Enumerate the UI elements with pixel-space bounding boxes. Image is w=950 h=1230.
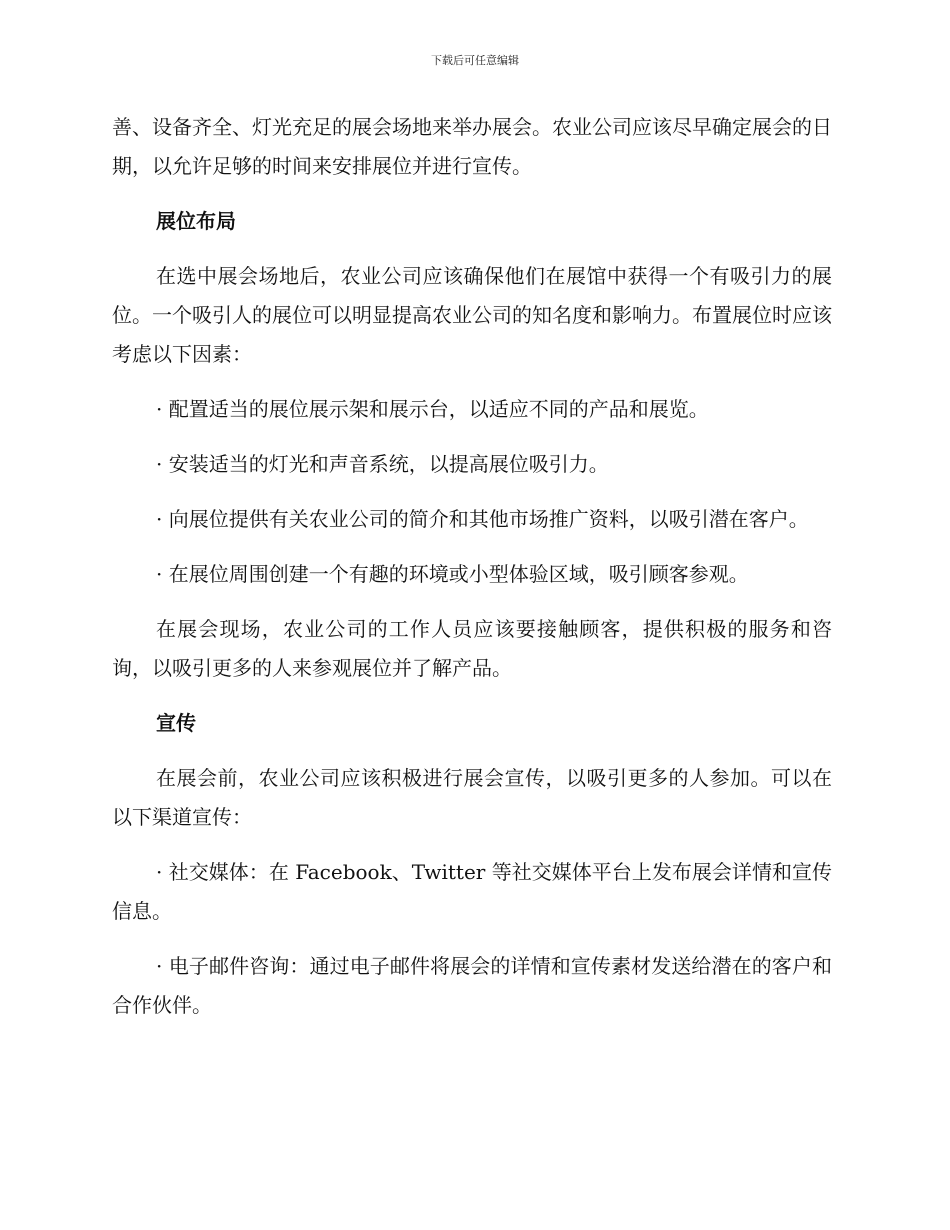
paragraph-onsite-staff: 在展会现场，农业公司的工作人员应该要接触顾客，提供积极的服务和咨询，以吸引更多的人来参观展位并了解产品。 xyxy=(112,617,832,680)
document-body xyxy=(112,108,832,1041)
bullet-experience-area: · 在展位周围创建一个有趣的环境或小型体验区域，吸引顾客参观。 xyxy=(156,562,749,586)
bullet-social-media: · 社交媒体：在 Facebook、Twitter 等社交媒体平台上发布展会详情和宣传信息。 xyxy=(112,860,832,923)
paragraph-venue-continuation: 善、设备齐全、灯光充足的展会场地来举办展会。农业公司应该尽早确定展会的日期，以允许足够的时间来安排展位并进行宣传。 xyxy=(112,115,832,178)
paragraph-promotion-intro: 在展会前，农业公司应该积极进行展会宣传，以吸引更多的人参加。可以在以下渠道宣传： xyxy=(112,766,832,829)
bullet-lighting-sound: · 安装适当的灯光和声音系统，以提高展位吸引力。 xyxy=(156,452,609,476)
page-header: 下载后可任意编辑 xyxy=(431,54,519,67)
heading-booth-layout: 展位布局 xyxy=(156,209,236,233)
bullet-promo-materials: · 向展位提供有关农业公司的简介和其他市场推广资料，以吸引潜在客户。 xyxy=(156,507,809,531)
heading-promotion: 宣传 xyxy=(156,711,196,735)
paragraph-booth-intro: 在选中展会场地后，农业公司应该确保他们在展馆中获得一个有吸引力的展位。一个吸引人的展位可以明显提高农业公司的知名度和影响力。布置展位时应该考虑以下因素： xyxy=(112,264,832,366)
bullet-display-racks: · 配置适当的展位展示架和展示台，以适应不同的产品和展览。 xyxy=(156,397,709,421)
bullet-email: · 电子邮件咨询：通过电子邮件将展会的详情和宣传素材发送给潜在的客户和合作伙伴。 xyxy=(112,954,832,1017)
